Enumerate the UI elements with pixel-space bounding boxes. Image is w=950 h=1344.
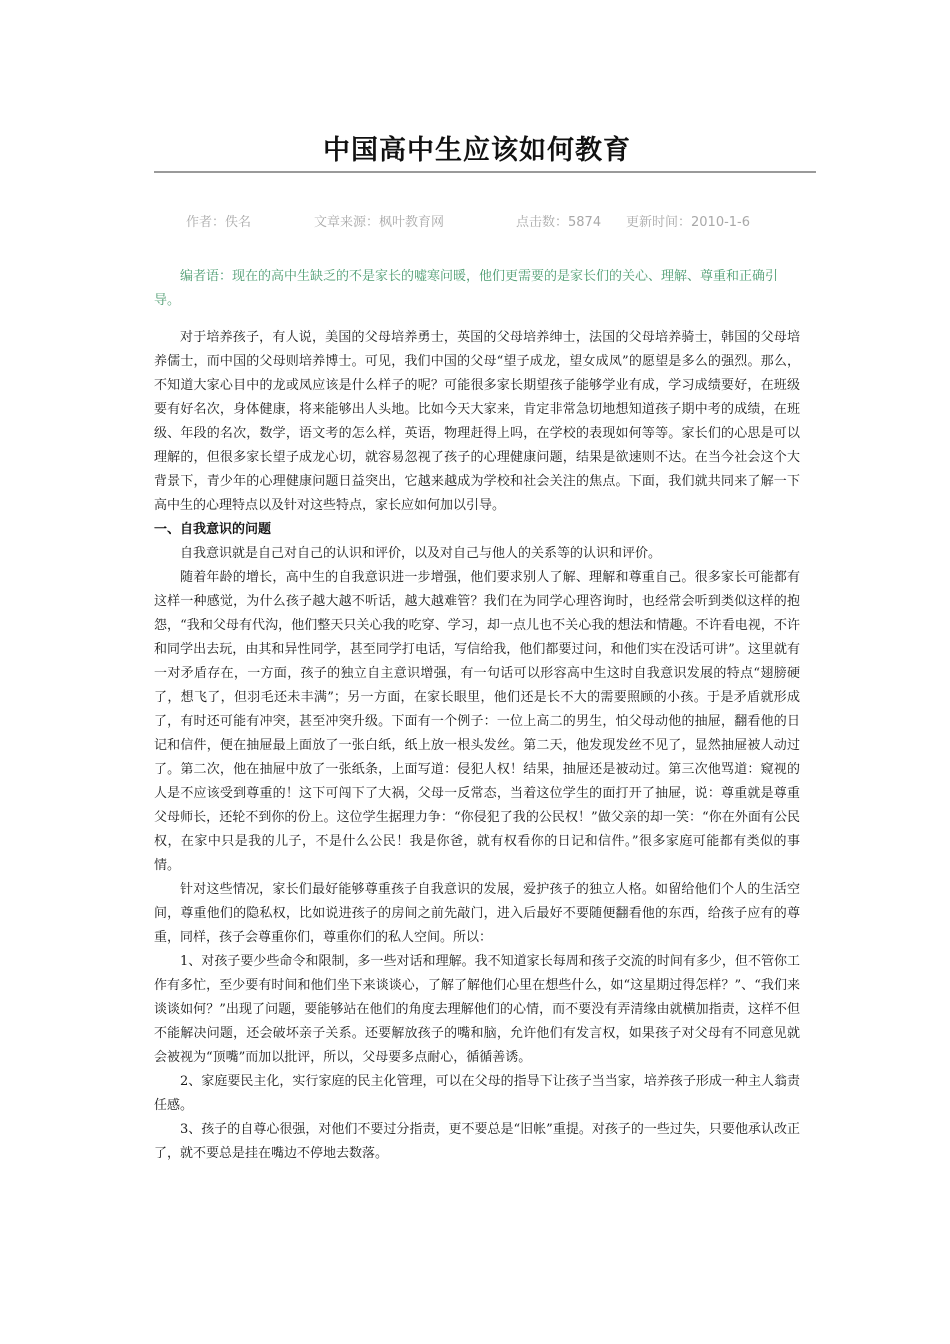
meta-updated: 更新时间：2010-1-6 [626,215,751,230]
editor-note: 编者语：现在的高中生缺乏的不是家长的嘘寒问暖，他们更需要的是家长们的关心、理解、尊重和正确引导。 [154,269,779,308]
section-heading: 一、自我意识的问题 [154,522,272,537]
section-paragraph-3: 针对这些情况，家长们最好能够尊重孩子自我意识的发展，爱护孩子的独立人格。如留给他们个人的生活空间，尊重他们的隐私权，比如说进孩子的房间之前先敲门，进入后最好不要随便翻看他的东西，给孩子应有的尊重，同样，孩子会尊重你们，尊重你们的私人空间。所以： [154,882,800,945]
article [154,0,800,1166]
intro-paragraph: 对于培养孩子，有人说，美国的父母培养勇士，英国的父母培养绅士，法国的父母培养骑士，韩国的父母培养儒士，而中国的父母则培养博士。可见，我们中国的父母“望子成龙，望女成凤”的愿望是多么的强烈。那么，不知道大家心目中的龙或凤应该是什么样子的呢？可能很多家长期望孩子能够学业有成，学习成绩要好，在班级要有好名次，身体健康，将来能够出人头地。比如今天大家来，肯定非常急切地想知道孩子期中考的成绩，在班级、年段的名次，数学，语文考的怎么样，英语，物理赶得上吗，在学校的表现如何等等。家长们的心思是可以理解的，但很多家长望子成龙心切，就容易忽视了孩子的心理健康问题，结果是欲速则不达。在当今社会这个大背景下，青少年的心理健康问题日益突出，它越来越成为学校和社会关注的焦点。下面，我们就共同来了解一下高中生的心理特点以及针对这些特点，家长应如何加以引导。 [154,330,800,513]
article-title: 中国高中生应该如何教育 [323,135,631,166]
section-paragraph-1: 自我意识就是自己对自己的认识和评价，以及对自己与他人的关系等的认识和评价。 [180,546,662,561]
article-meta [154,211,800,231]
meta-source: 文章来源：枫叶教育网 [314,215,445,230]
list-item-2: 2、家庭要民主化，实行家庭的民主化管理，可以在父母的指导下让孩子当当家，培养孩子形成一种主人翁责任感。 [154,1074,800,1113]
title-divider [154,171,816,173]
list-item-3: 3、孩子的自尊心很强，对他们不要过分指责，更不要总是“旧帐”重提。对孩子的一些过失，只要他承认改正了，就不要总是挂在嘴边不停地去数落。 [154,1122,800,1161]
meta-author: 作者：佚名 [186,215,252,230]
section-paragraph-2: 随着年龄的增长，高中生的自我意识进一步增强，他们要求别人了解、理解和尊重自己。很多家长可能都有这样一种感觉，为什么孩子越大越不听话，越大越难管？我们在为同学心理咨询时，也经常会听到类似这样的抱怨，“我和父母有代沟，他们整天只关心我的吃穿、学习，却一点儿也不关心我的想法和情趣。不许看电视，不许和同学出去玩，由其和异性同学，甚至同学打电话，写信给我，他们都要过问，和他们实在没话可讲”。这里就有一对矛盾存在，一方面，孩子的独立自主意识增强，有一句话可以形容高中生这时自我意识发展的特点“翅膀硬了，想飞了，但羽毛还未丰满”；另一方面，在家长眼里，他们还是长不大的需要照顾的小孩。于是矛盾就形成了，有时还可能有冲突，甚至冲突升级。下面有一个例子：一位上高二的男生，怕父母动他的抽屉，翻看他的日记和信件，便在抽屉最上面放了一张白纸，纸上放一根头发丝。第二天，他发现发丝不见了，显然抽屉被人动过了。第二次，他在抽屉中放了一张纸条，上面写道：侵犯人权！结果，抽屉还是被动过。第三次他骂道：窥视的人是不应该受到尊重的！这下可闯下了大祸，父母一反常态，当着这位学生的面打开了抽屉，说：尊重就是尊重父母师长，还轮不到你的份上。这位学生据理力争：“你侵犯了我的公民权！”做父亲的却一笑：“你在外面有公民权，在家中只是我的儿子，不是什么公民！我是你爸，就有权看你的日记和信件。”很多家庭可能都有类似的事情。 [154,570,800,873]
meta-clicks: 点击数：5874 [516,215,602,230]
list-item-1: 1、对孩子要少些命令和限制，多一些对话和理解。我不知道家长每周和孩子交流的时间有多少，但不管你工作有多忙，至少要有时间和他们坐下来谈谈心，了解了解他们心里在想些什么，如“这星期过得怎样？”、“我们来谈谈如何？”出现了问题，要能够站在他们的角度去理解他们的心情，而不要没有弄清缘由就横加指责，这样不但不能解决问题，还会破坏亲子关系。还要解放孩子的嘴和脑，允许他们有发言权，如果孩子对父母有不同意见就会被视为“顶嘴”而加以批评，所以，父母要多点耐心，循循善诱。 [154,954,800,1065]
